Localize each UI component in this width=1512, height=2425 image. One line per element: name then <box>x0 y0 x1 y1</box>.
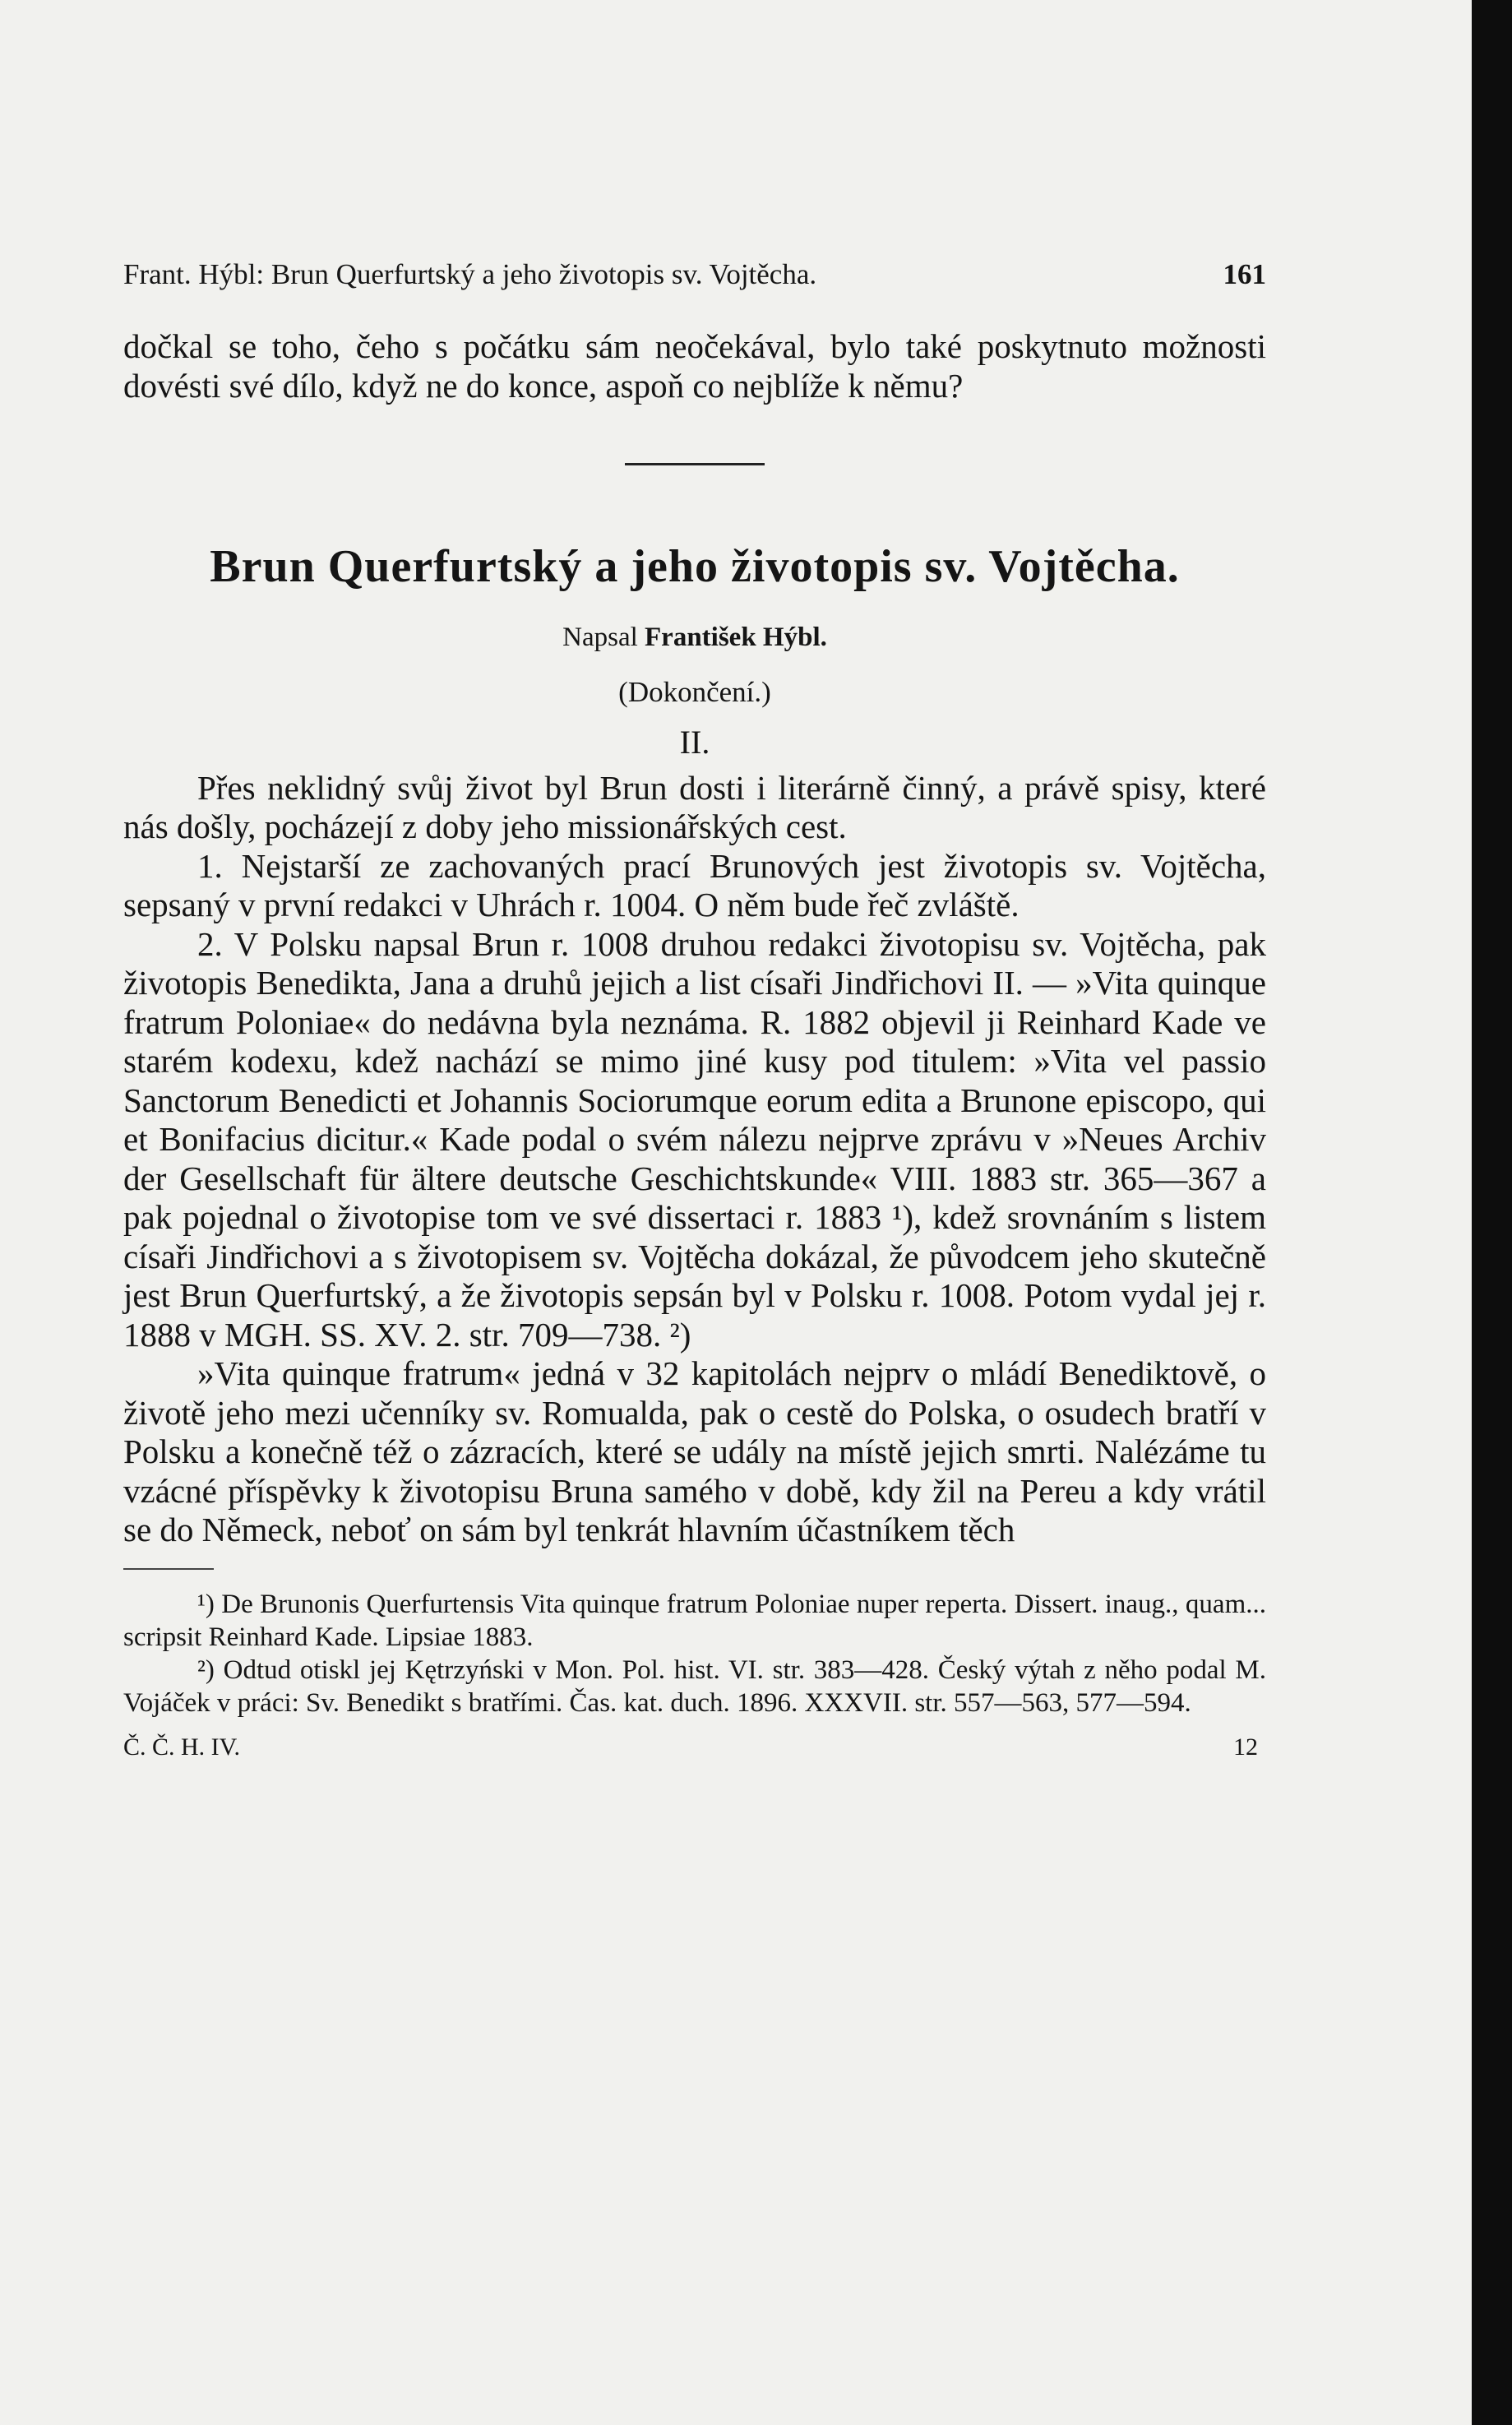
body-paragraph: »Vita quinque fratrum« jedná v 32 kapitolách nejprv o mládí Benediktově, o životě jeho mezi učenníky sv. Romualda, pak o cestě do Polska, o osudech bratří v Polsku a konečně též o zázracích, které se udály na místě jejich smrti. Nalézáme tu vzácné příspěvky k životopisu Bruna samého v době, kdy žil na Pereu a kdy vrátil se do Německ, neboť on sám byl tenkrát hlavním účastníkem těch <box>123 1354 1266 1548</box>
signature-mark: Č. Č. H. IV. <box>123 1733 240 1761</box>
body-paragraph: Přes neklidný svůj život byl Brun dosti i literárně činný, a právě spisy, které nás došly, pocházejí z doby jeho missionářských cest. <box>123 768 1266 845</box>
body-paragraph: 2. V Polsku napsal Brun r. 1008 druhou redakci životopisu sv. Vojtěcha, pak životopis Benedikta, Jana a druhů jejich a list císaři Jindřichovi II. — »Vita quinque fratrum Poloniae« do nedávna byla neznáma. R. 1882 objevil ji Reinhard Kade ve starém kodexu, kdež nachází se mimo jiné kusy pod titulem: »Vita vel passio Sanctorum Benedicti et Johannis Sociorumque eorum edita a Brunone episcopo, qui et Bonifacius dicitur.« Kade podal o svém nálezu nejprve zprávu v »Neues Archiv der Gesellschaft für ältere deutsche Geschichtskunde« VIII. 1883 str. 365—367 a pak pojednal o životopise tom ve své dissertaci r. 1883 ¹), kdež srovnáním s listem císaři Jindřichovi a s životopisem sv. Vojtěcha dokázal, že původcem jeho skutečně jest Brun Querfurtský, a že životopis sepsán byl v Polsku r. 1008. Potom vydal jej r. 1888 v MGH. SS. XV. 2. str. 709—738. ²) <box>123 924 1266 1354</box>
byline <box>123 618 1266 658</box>
section-number: II. <box>679 724 710 761</box>
running-header <box>123 255 1266 294</box>
footnote: ¹) De Brunonis Querfurtensis Vita quinque fratrum Poloniae nuper reperta. Dissert. inaug., quam... scripsit Reinhard Kade. Lipsiae 1883. <box>123 1589 1266 1652</box>
byline-prefix: Napsal <box>562 622 638 652</box>
page-content <box>123 255 1266 1766</box>
article-title: Brun Querfurtský a jeho životopis sv. Vojtěcha. <box>210 541 1180 592</box>
scan-edge <box>1472 0 1512 2425</box>
footnote: ²) Odtud otiskl jej Kętrzyński v Mon. Pol. hist. VI. str. 383—428. Český výtah z něho podal M. Vojáček v práci: Sv. Benedikt s bratřími. Čas. kat. duch. 1896. XXXVII. str. 557—563, 577—594. <box>123 1654 1266 1718</box>
page-footer <box>123 1728 1266 1767</box>
page-number: 161 <box>1223 258 1266 290</box>
section-divider <box>625 463 765 465</box>
opening-paragraph: dočkal se toho, čeho s počátku sám neočekával, bylo také poskytnuto možnosti dovésti své dílo, když ne do konce, aspoň co nejblíže k němu? <box>123 327 1266 405</box>
author-name: František Hýbl. <box>645 622 827 652</box>
continuation-note: (Dokončení.) <box>618 675 771 708</box>
footnote-separator <box>123 1568 214 1570</box>
running-title: Frant. Hýbl: Brun Querfurtský a jeho životopis sv. Vojtěcha. <box>123 258 817 290</box>
sheet-number: 12 <box>1233 1733 1258 1761</box>
body-paragraph: 1. Nejstarší ze zachovaných prací Brunových jest životopis sv. Vojtěcha, sepsaný v první redakci v Uhrách r. 1004. O něm bude řeč zvláště. <box>123 846 1266 923</box>
